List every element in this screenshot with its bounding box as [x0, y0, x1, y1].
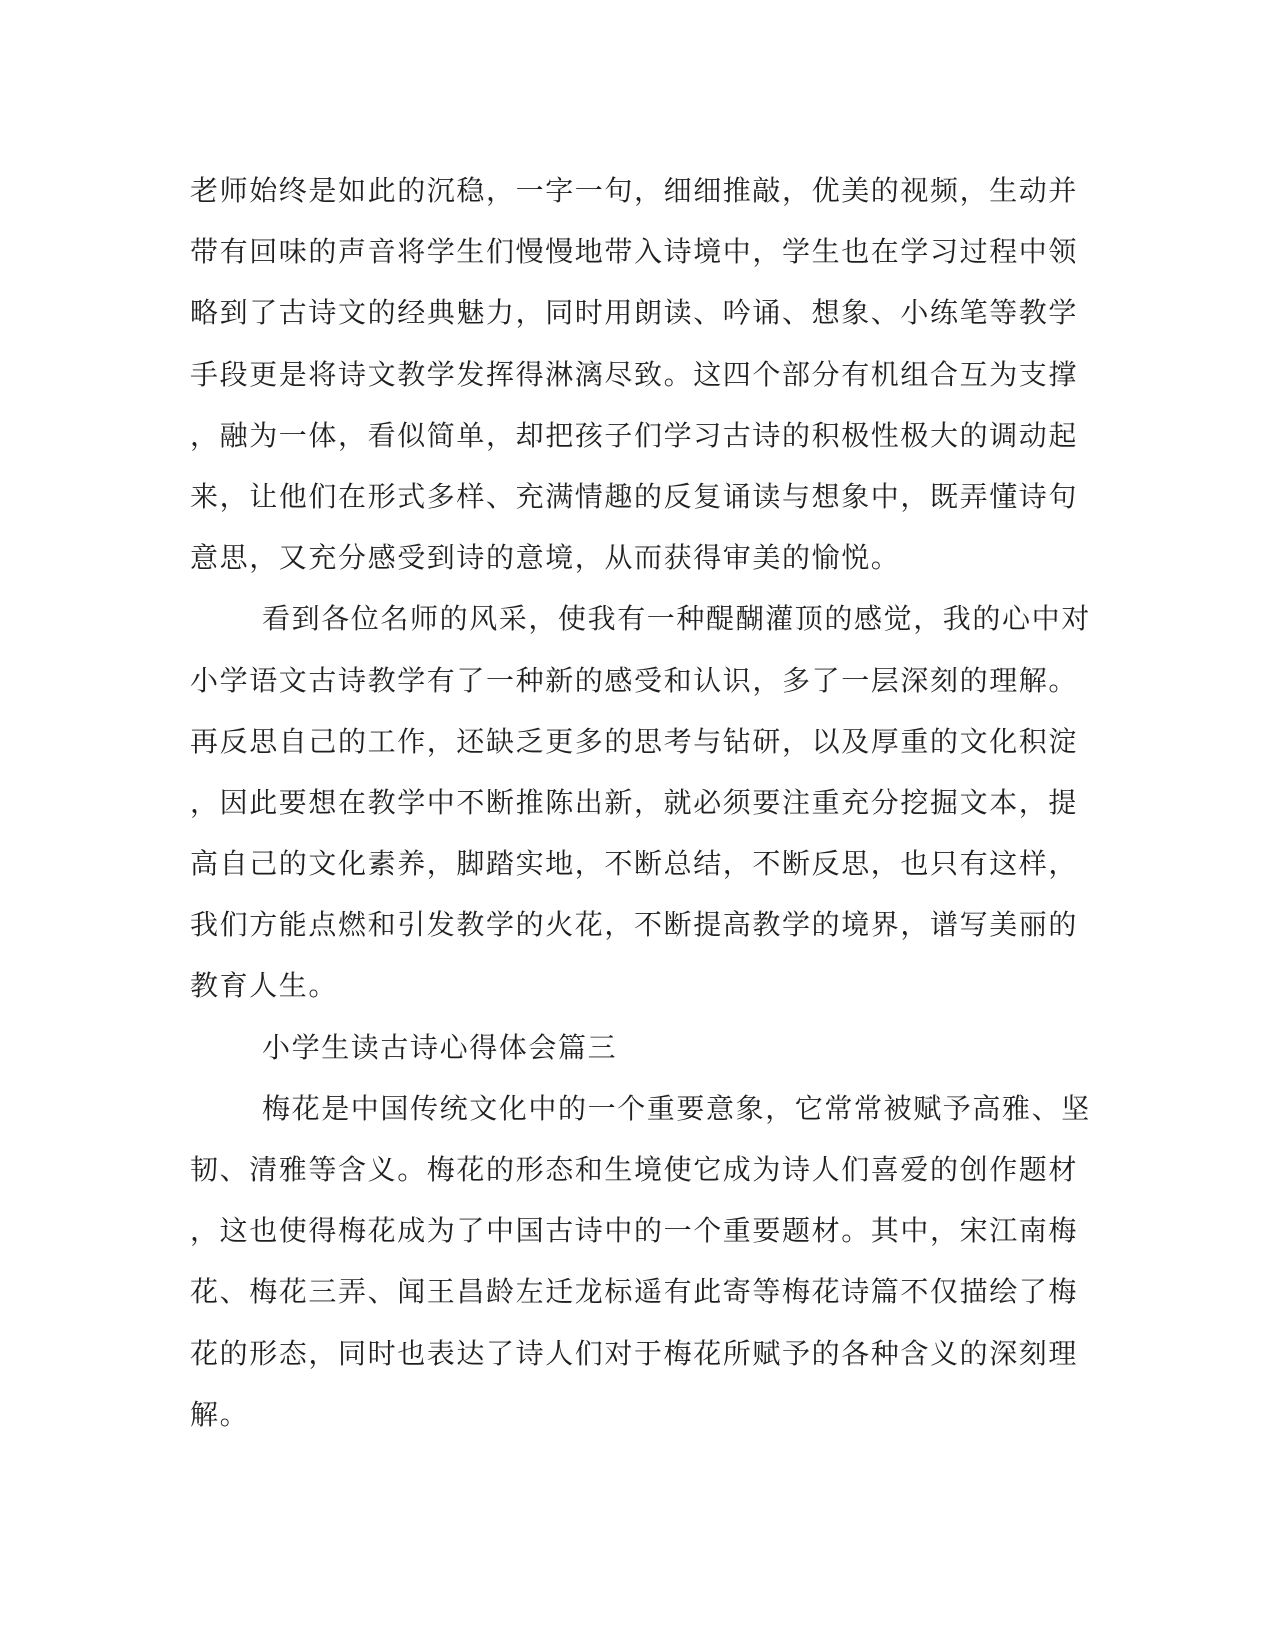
- text-line: 再反思自己的工作，还缺乏更多的思考与钻研，以及厚重的文化积淀: [190, 724, 1079, 758]
- text-line: 教育人生。: [190, 969, 339, 1003]
- text-line: 小学语文古诗教学有了一种新的感受和认识，多了一层深刻的理解。: [190, 663, 1079, 697]
- text-line: 带有回味的声音将学生们慢慢地带入诗境中，学生也在学习过程中领: [190, 235, 1079, 269]
- text-line: 来，让他们在形式多样、充满情趣的反复诵读与想象中，既弄懂诗句: [190, 479, 1079, 513]
- section-heading: 小学生读古诗心得体会篇三: [262, 1030, 618, 1064]
- text-line: 略到了古诗文的经典魅力，同时用朗读、吟诵、想象、小练笔等教学: [190, 296, 1079, 330]
- text-line: ，融为一体，看似简单，却把孩子们学习古诗的积极性极大的调动起: [190, 418, 1079, 452]
- document-body: [190, 160, 1091, 1445]
- text-line: 意思，又充分感受到诗的意境，从而获得审美的愉悦。: [190, 541, 901, 575]
- text-line: 手段更是将诗文教学发挥得淋漓尽致。这四个部分有机组合互为支撑: [190, 357, 1079, 391]
- text-line: 花、梅花三弄、闻王昌龄左迁龙标遥有此寄等梅花诗篇不仅描绘了梅: [190, 1275, 1079, 1309]
- paragraph-first-line: 梅花是中国传统文化中的一个重要意象，它常常被赋予高雅、坚: [262, 1091, 1091, 1125]
- paragraph-first-line: 看到各位名师的风采，使我有一种醍醐灌顶的感觉，我的心中对: [262, 602, 1091, 636]
- text-line: ，这也使得梅花成为了中国古诗中的一个重要题材。其中，宋江南梅: [190, 1214, 1079, 1248]
- text-line: 韧、清雅等含义。梅花的形态和生境使它成为诗人们喜爱的创作题材: [190, 1153, 1079, 1186]
- text-line: 解。: [190, 1397, 250, 1431]
- text-line: 我们方能点燃和引发教学的火花，不断提高教学的境界，谱写美丽的: [190, 908, 1079, 942]
- text-line: 高自己的文化素养，脚踏实地，不断总结，不断反思，也只有这样，: [190, 847, 1079, 881]
- text-line: ，因此要想在教学中不断推陈出新，就必须要注重充分挖掘文本，提: [190, 785, 1079, 819]
- text-line: 老师始终是如此的沉稳，一字一句，细细推敲，优美的视频，生动并: [190, 174, 1079, 207]
- text-line: 花的形态，同时也表达了诗人们对于梅花所赋予的各种含义的深刻理: [190, 1336, 1079, 1370]
